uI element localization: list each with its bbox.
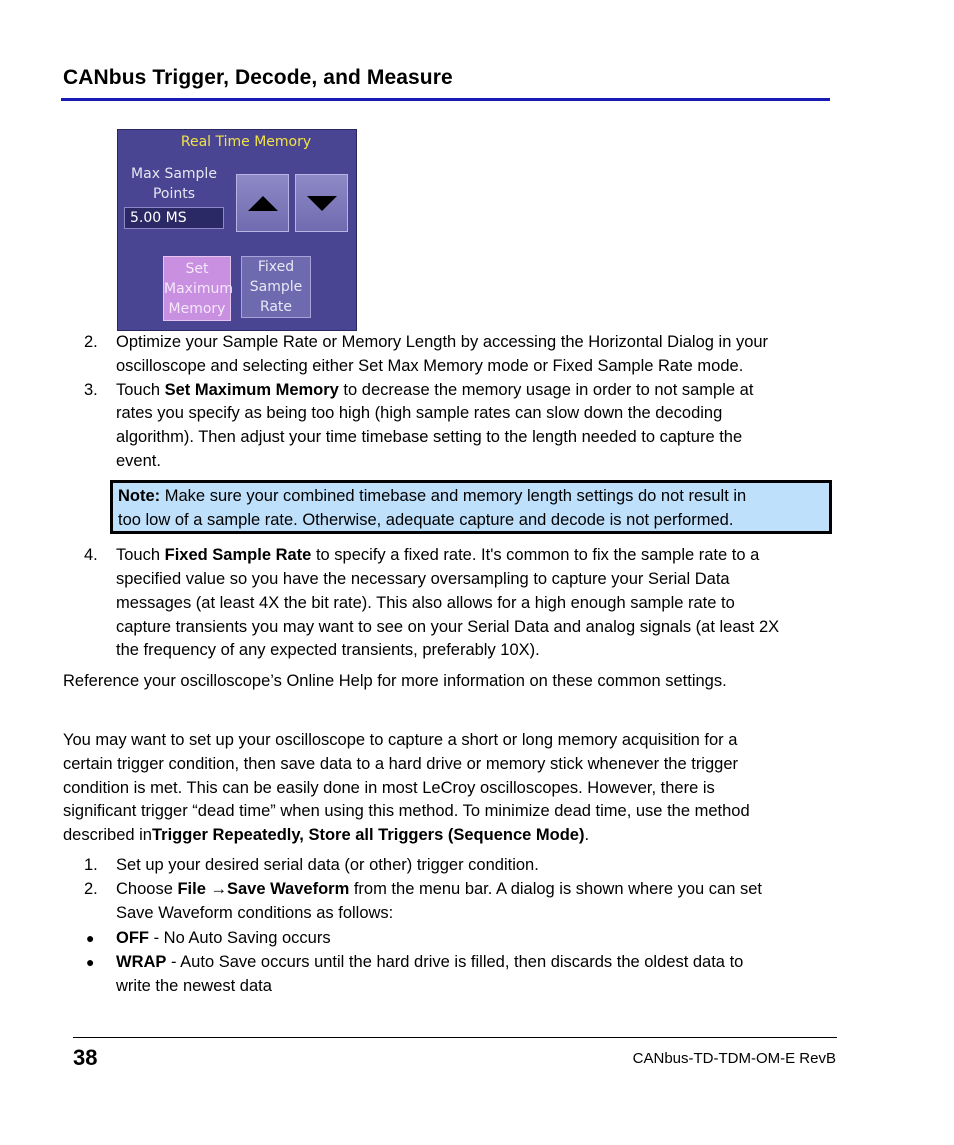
text-run: to specify a fixed rate. It's common to fix the sample rate to a (311, 546, 760, 564)
text-run: Touch (116, 381, 165, 399)
triangle-down-icon (307, 196, 337, 211)
text-run: described in (63, 826, 152, 844)
step-text (116, 877, 762, 901)
text-run: - Auto Save occurs until the hard drive is filled, then discards the oldest data to (166, 953, 744, 971)
footer-rule (73, 1037, 837, 1038)
page-number: 38 (73, 1045, 98, 1070)
step-text: the frequency of any expected transients, preferably 10X). (116, 641, 540, 659)
increase-button[interactable] (236, 174, 289, 232)
button-label-line: Maximum (164, 281, 233, 297)
step-text: specified value so you have the necessary oversampling to capture your Serial Data (116, 570, 730, 588)
decrease-button[interactable] (295, 174, 348, 232)
step-text: event. (116, 452, 161, 470)
step-text: messages (at least 4X the bit rate). This also allows for a high enough sample rate to (116, 594, 735, 612)
step-text (116, 378, 753, 402)
paragraph-line: significant trigger “dead time” when using this method. To minimize dead time, use the method (63, 802, 750, 820)
bullet-text (116, 950, 743, 974)
set-maximum-memory-button[interactable] (163, 256, 231, 321)
text-run: . (584, 826, 590, 844)
step-text: algorithm). Then adjust your time timebase setting to the length needed to capture the (116, 428, 743, 446)
max-sample-points-field[interactable]: 5.00 MS (124, 207, 224, 229)
triangle-up-icon (248, 196, 278, 211)
note-box (110, 480, 832, 534)
paragraph-line: condition is met. This can be easily done in most LeCroy oscilloscopes. However, there is (63, 779, 715, 797)
button-label-line: Sample (249, 279, 303, 295)
step-text: Save Waveform conditions as follows: (116, 904, 394, 922)
step-number: 2. (84, 880, 98, 898)
label-line: Points (152, 186, 196, 202)
bold-term: File →Save Waveform (177, 880, 350, 898)
text-run: Make sure your combined timebase and memory length settings do not result in (160, 487, 747, 505)
step-text: Set up your desired serial data (or other) trigger condition. (116, 856, 539, 874)
bold-term: Fixed Sample Rate (164, 546, 312, 564)
bold-term: OFF (116, 929, 149, 947)
button-label-line: Fixed (257, 259, 295, 275)
bullet-icon: ● (86, 930, 95, 946)
fixed-sample-rate-button[interactable] (241, 256, 311, 318)
step-number: 2. (84, 333, 98, 351)
bold-term: Set Maximum Memory (164, 381, 339, 399)
note-line (118, 484, 746, 508)
bold-term: WRAP (116, 953, 167, 971)
note-line: too low of a sample rate. Otherwise, adequate capture and decode is not performed. (118, 511, 734, 529)
text-run: Touch (116, 546, 165, 564)
button-label-line: Set (185, 261, 209, 277)
paragraph-line (63, 823, 589, 847)
step-text: Optimize your Sample Rate or Memory Length by accessing the Horizontal Dialog in your (116, 333, 769, 351)
paragraph-line: You may want to set up your oscilloscope to capture a short or long memory acquisition for a (63, 731, 738, 749)
paragraph-line: certain trigger condition, then save data to a hard drive or memory stick whenever the trigger (63, 755, 739, 773)
button-label-line: Rate (259, 299, 293, 315)
text-run: - No Auto Saving occurs (149, 929, 331, 947)
step-number: 1. (84, 856, 98, 874)
step-number: 3. (84, 381, 98, 399)
text-run: from the menu bar. A dialog is shown where you can set (349, 880, 762, 898)
page-header-title: CANbus Trigger, Decode, and Measure (63, 66, 453, 89)
text-run: Choose (116, 880, 178, 898)
label-line: Max Sample (131, 166, 217, 182)
step-text: oscilloscope and selecting either Set Max Memory mode or Fixed Sample Rate mode. (116, 357, 744, 375)
panel-title: Real Time Memory (180, 134, 312, 150)
real-time-memory-panel (117, 129, 357, 331)
header-rule (61, 98, 830, 101)
step-text: capture transients you may want to see on your Serial Data and analog signals (at least 2X (116, 618, 780, 636)
step-text: rates you specify as being too high (high sample rates can slow down the decoding (116, 404, 723, 422)
step-text (116, 543, 759, 567)
bullet-text: write the newest data (116, 977, 272, 995)
sequence-mode-link[interactable]: Trigger Repeatedly, Store all Triggers (Sequence Mode) (151, 826, 585, 844)
reference-text: Reference your oscilloscope’s Online Help for more information on these common settings. (63, 672, 727, 690)
document-id: CANbus-TD-TDM-OM-E RevB (632, 1050, 836, 1067)
bullet-text (116, 926, 331, 950)
text-run: to decrease the memory usage in order to not sample at (338, 381, 754, 399)
bullet-icon: ● (86, 954, 95, 970)
max-sample-points-label (126, 164, 222, 204)
step-number: 4. (84, 546, 98, 564)
button-label-line: Memory (168, 301, 226, 317)
note-label: Note: (118, 487, 161, 505)
